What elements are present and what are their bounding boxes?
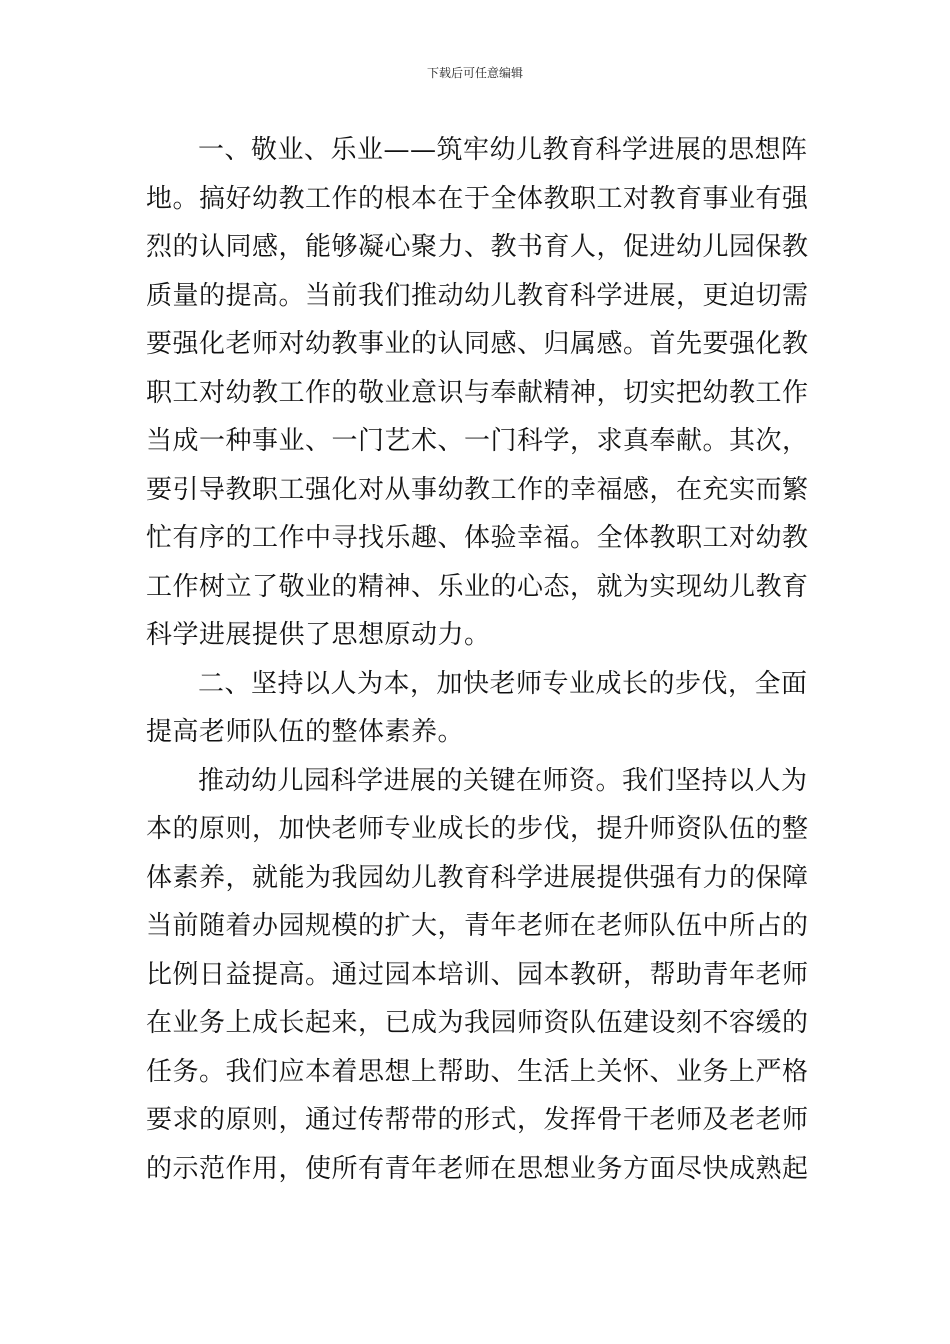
- paragraph-line: 任务。我们应本着思想上帮助、生活上关怀、业务上严格: [146, 1056, 809, 1087]
- paragraph-line: 比例日益提高。通过园本培训、园本教研，帮助青年老师: [146, 959, 809, 990]
- paragraph-line: 二、坚持以人为本，加快老师专业成长的步伐，全面: [198, 668, 808, 699]
- paragraph-line: 一、敬业、乐业——筑牢幼儿教育科学进展的思想阵: [198, 135, 808, 165]
- paragraph-line: 要强化老师对幼教事业的认同感、归属感。首先要强化教: [146, 329, 809, 359]
- paragraph-line: 的示范作用，使所有青年老师在思想业务方面尽快成熟起: [146, 1153, 809, 1184]
- paragraph-line: 地。搞好幼教工作的根本在于全体教职工对教育事业有强: [146, 183, 809, 214]
- page-header-note: 下载后可任意编辑: [426, 66, 523, 80]
- paragraph-line: 体素养，就能为我园幼儿教育科学进展提供强有力的保障: [146, 862, 809, 893]
- paragraph-line: 推动幼儿园科学进展的关键在师资。我们坚持以人为: [198, 765, 808, 796]
- paragraph-line: 本的原则，加快老师专业成长的步伐，提升师资队伍的整: [146, 814, 809, 844]
- paragraph-line: 提高老师队伍的整体素养。: [146, 717, 465, 747]
- paragraph-line: 工作树立了敬业的精神、乐业的心态，就为实现幼儿教育: [146, 571, 809, 602]
- paragraph-line: 质量的提高。当前我们推动幼儿教育科学进展，更迫切需: [146, 280, 809, 311]
- paragraph-line: 在业务上成长起来，已成为我园师资队伍建设刻不容缓的: [146, 1008, 809, 1038]
- paragraph-line: 职工对幼教工作的敬业意识与奉献精神，切实把幼教工作: [146, 377, 809, 408]
- paragraph-line: 要求的原则，通过传帮带的形式，发挥骨干老师及老老师: [146, 1105, 809, 1135]
- paragraph-line: 当成一种事业、一门艺术、一门科学，求真奉献。其次，: [146, 426, 809, 456]
- paragraph-line: 要引导教职工强化对从事幼教工作的幸福感，在充实而繁: [146, 474, 809, 505]
- paragraph-line: 当前随着办园规模的扩大，青年老师在老师队伍中所占的: [146, 911, 809, 941]
- document-body: [146, 126, 808, 1193]
- paragraph-line: 科学进展提供了思想原动力。: [146, 620, 491, 650]
- paragraph-line: 烈的认同感，能够凝心聚力、教书育人，促进幼儿园保教: [146, 232, 809, 262]
- paragraph-line: 忙有序的工作中寻找乐趣、体验幸福。全体教职工对幼教: [146, 523, 809, 553]
